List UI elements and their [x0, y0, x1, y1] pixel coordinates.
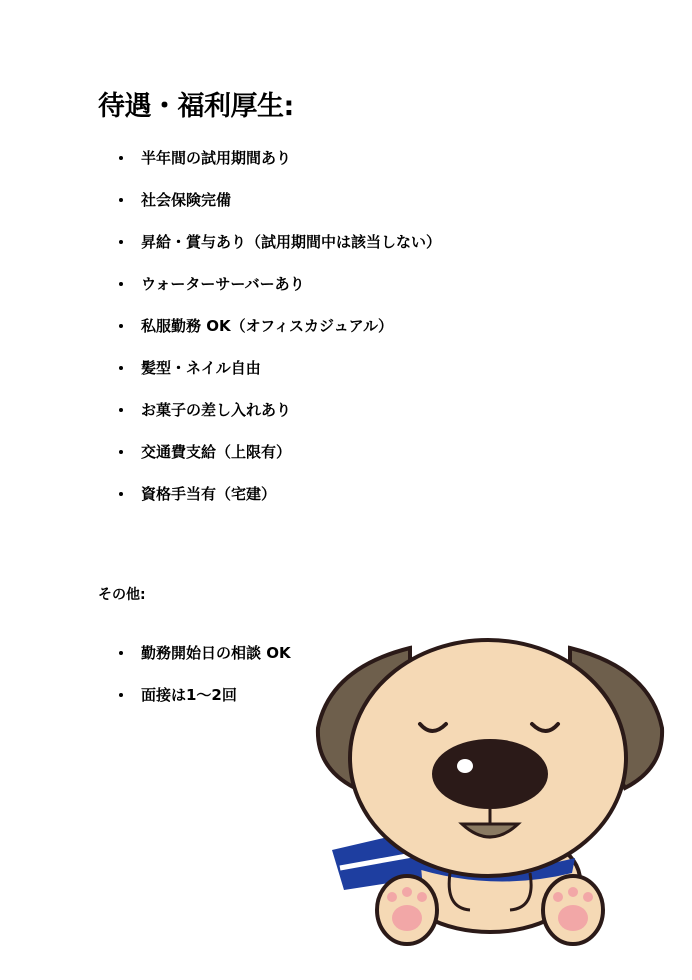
- bullet-icon: [119, 492, 123, 496]
- list-item: [116, 442, 441, 484]
- list-item: [116, 274, 441, 316]
- list-item: [116, 358, 441, 400]
- list-item: [116, 400, 441, 442]
- bullet-icon: [119, 651, 123, 655]
- puppy-mascot-icon: [310, 618, 670, 958]
- list-item-text: お菓子の差し入れあり: [141, 401, 292, 419]
- list-item-text: ウォーターサーバーあり: [141, 275, 305, 293]
- benefits-heading: 待遇・福利厚生:: [98, 91, 294, 122]
- list-item: [116, 190, 441, 232]
- bullet-icon: [119, 693, 123, 697]
- bullet-icon: [119, 324, 123, 328]
- list-item-text: 社会保険完備: [141, 191, 232, 209]
- list-item-text: 勤務開始日の相談 OK: [141, 644, 291, 662]
- list-item: [116, 148, 441, 190]
- list-item: [116, 484, 441, 526]
- bullet-icon: [119, 156, 123, 160]
- bullet-icon: [119, 282, 123, 286]
- bullet-icon: [119, 198, 123, 202]
- bullet-icon: [119, 450, 123, 454]
- bullet-icon: [119, 408, 123, 412]
- puppy-illustration: [310, 618, 670, 958]
- list-item-text: 資格手当有（宅建）: [141, 485, 277, 503]
- bullet-icon: [119, 240, 123, 244]
- list-item-text: 交通費支給（上限有）: [141, 443, 292, 461]
- list-item-text: 半年間の試用期間あり: [141, 149, 292, 167]
- nose-icon: [432, 739, 548, 809]
- list-item-text: 昇給・賞与あり（試用期間中は該当しない）: [141, 233, 442, 251]
- list-item: [116, 643, 291, 685]
- other-heading: その他:: [98, 587, 146, 603]
- list-item: [116, 685, 291, 727]
- list-item-text: 私服勤務 OK（オフィスカジュアル）: [141, 317, 394, 335]
- list-item: [116, 316, 441, 358]
- list-item: [116, 232, 441, 274]
- list-item-text: 面接は1～2回: [141, 686, 237, 704]
- list-item-text: 髪型・ネイル自由: [141, 359, 261, 377]
- other-list: [116, 643, 291, 727]
- bullet-icon: [119, 366, 123, 370]
- benefits-list: [116, 148, 441, 526]
